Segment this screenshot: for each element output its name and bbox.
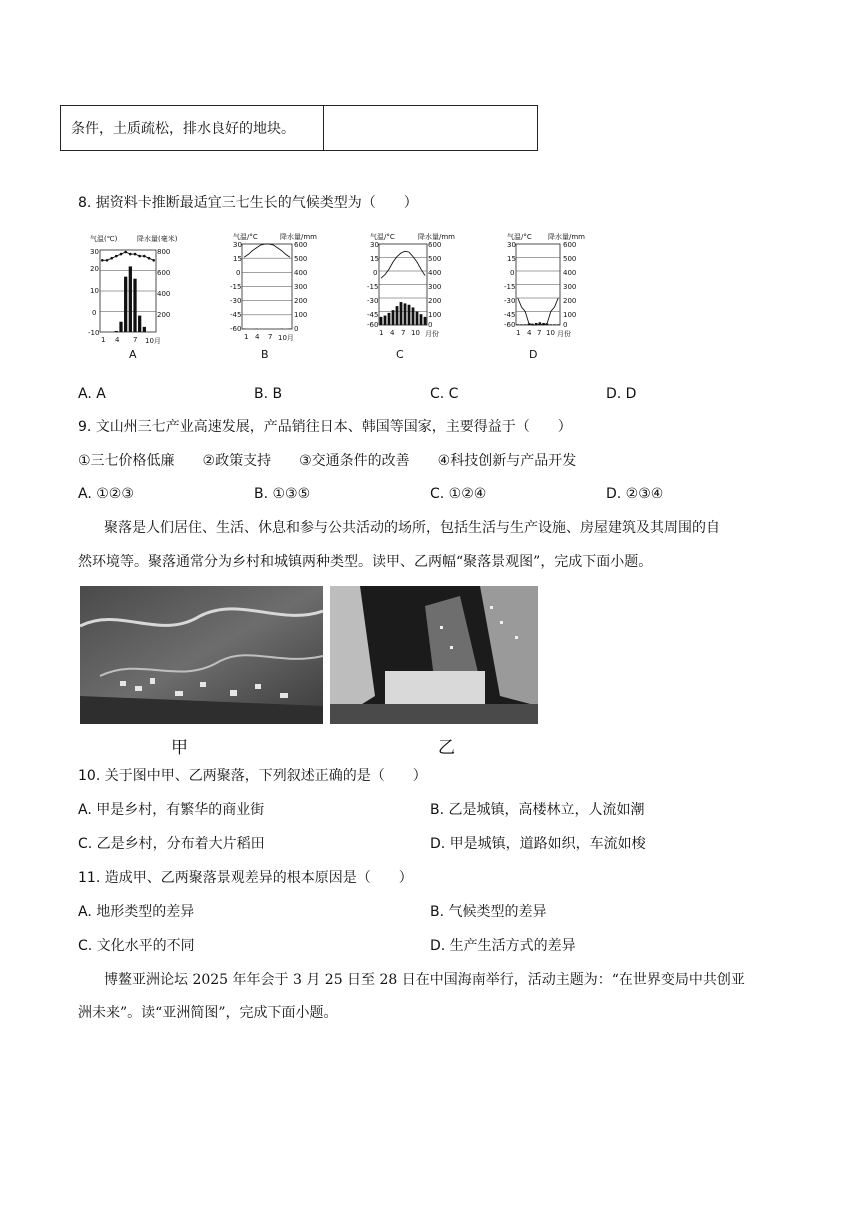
chart-b-ytick: 0 [236, 269, 241, 277]
chart-d-ytick: 0 [510, 269, 515, 277]
chart-d-y2tick: 500 [563, 255, 577, 263]
chart-c-y2tick: 0 [428, 321, 433, 329]
chart-a-y2tick: 600 [157, 269, 171, 277]
chart-d-y2tick: 100 [563, 311, 577, 319]
chart-b-y2tick: 100 [294, 311, 308, 319]
chart-d-y2tick: 300 [563, 283, 577, 291]
chart-d-xtick: 10 [546, 329, 555, 337]
chart-c-y2tick: 400 [428, 269, 442, 277]
photo-caption-jia: 甲 [171, 738, 188, 758]
chart-a-y2tick: 200 [157, 311, 171, 319]
climate-chart-d [502, 232, 602, 362]
q10-option-d[interactable]: D. 甲是城镇，道路如织，车流如梭 [430, 836, 646, 852]
q11-option-b[interactable]: B. 气候类型的差异 [430, 904, 547, 920]
precip-bar [408, 305, 411, 325]
q10-option-c[interactable]: C. 乙是乡村，分布着大片稻田 [78, 836, 265, 852]
chart-b-ytick: 30 [233, 241, 242, 249]
temperature-point [143, 255, 146, 258]
q8-option-a[interactable]: A. A [78, 386, 106, 402]
temperature-point [134, 253, 137, 256]
passage-boao-line2: 洲未来”。读“亚洲简图”，完成下面小题。 [78, 1005, 338, 1021]
question-9-stem: 9. 文山州三七产业高速发展，产品销往日本、韩国等国家，主要得益于（ ） [78, 419, 572, 435]
temperature-point [120, 253, 123, 256]
chart-b-ytick: -45 [230, 311, 242, 319]
chart-b-left-title: 气温/°C [233, 233, 258, 241]
chart-c-xtick: 10 [411, 329, 420, 337]
passage-settlement-line1: 聚落是人们居住、生活、休息和参与公共活动的场所，包括生活与生产设施、房屋建筑及其周围的自 [104, 520, 720, 536]
passage-boao-line1: 博鳌亚洲论坛 2025 年年会于 3 月 25 日至 28 日在中国海南举行，活动主题为：“在世界变局中共创亚 [104, 972, 745, 988]
chart-c-y2tick: 500 [428, 255, 442, 263]
chart-a-ytick: 10 [90, 287, 99, 295]
passage-settlement-line2: 然环境等。聚落通常分为乡村和城镇两种类型。读甲、乙两幅“聚落景观图”，完成下面小题。 [78, 554, 653, 570]
precip-bar [388, 313, 391, 325]
precip-bar [380, 317, 383, 325]
temperature-line [102, 252, 153, 260]
precip-bar [420, 314, 423, 325]
climate-chart-b [228, 232, 328, 362]
precip-bar [553, 324, 556, 325]
chart-a-xtick: 1 [101, 336, 106, 344]
chart-c-xtick: 1 [379, 329, 384, 337]
question-9-choices: ①三七价格低廉 ②政策支持 ③交通条件的改善 ④科技创新与产品开发 [78, 453, 577, 469]
chart-c-y2tick: 100 [428, 311, 442, 319]
chart-d-ytick: 30 [507, 241, 516, 249]
chart-a-xtick: 10月 [145, 337, 161, 345]
chart-c-ytick: 30 [370, 241, 379, 249]
table-row [60, 105, 538, 151]
temperature-point [138, 255, 141, 258]
precip-bar [115, 331, 118, 332]
chart-a-xtick: 7 [133, 336, 138, 344]
chart-d-plot [502, 232, 602, 352]
chart-b-y2tick: 300 [294, 283, 308, 291]
chart-d-ytick: 15 [507, 255, 516, 263]
precip-bar [400, 302, 403, 325]
precip-bar [517, 324, 520, 325]
table-cell-left [61, 106, 324, 150]
chart-b-y2tick: 500 [294, 255, 308, 263]
chart-d-y2tick: 400 [563, 269, 577, 277]
chart-a-left-title: 气温(℃) [90, 235, 118, 243]
chart-a-xtick: 4 [115, 336, 120, 344]
chart-d-xtick: 4 [527, 329, 532, 337]
precip-bar [520, 324, 523, 325]
chart-c-xtick: 月份 [425, 330, 439, 338]
precip-bar [550, 324, 553, 325]
climate-chart-c [365, 232, 465, 362]
chart-c-y2tick: 600 [428, 241, 442, 249]
chart-c-ytick: -45 [367, 311, 379, 319]
chart-c-left-title: 气温/°C [370, 233, 395, 241]
chart-c-ytick: 15 [370, 255, 379, 263]
chart-c-ytick: 0 [373, 269, 378, 277]
temperature-point [152, 259, 155, 262]
precip-bar [412, 307, 415, 325]
precip-bar [138, 316, 141, 332]
chart-b-right-title: 降水量/mm [280, 233, 317, 241]
chart-d-label: D [529, 348, 538, 361]
chart-c-label: C [396, 348, 404, 361]
q9-option-c[interactable]: C. ①②④ [430, 486, 487, 502]
urban-settlement-photo [330, 586, 538, 724]
q9-option-b[interactable]: B. ①③⑤ [254, 486, 311, 502]
chart-b-xtick: 1 [244, 333, 249, 341]
chart-c-ytick: -60 [367, 321, 379, 329]
chart-d-ytick: -60 [504, 321, 516, 329]
rural-settlement-photo [80, 586, 323, 724]
chart-b-y2tick: 200 [294, 297, 308, 305]
precip-bar [143, 327, 146, 332]
chart-b-xtick: 4 [255, 333, 260, 341]
temperature-point [106, 259, 109, 262]
temperature-point [115, 255, 118, 258]
photo-caption-yi: 乙 [438, 738, 455, 758]
question-11-stem: 11. 造成甲、乙两聚落景观差异的根本原因是（ ） [78, 870, 413, 886]
chart-c-y2tick: 300 [428, 283, 442, 291]
chart-b-ytick: 15 [233, 255, 242, 263]
table-cell-text: 条件，土质疏松，排水良好的地块。 [71, 121, 295, 137]
precip-bar [119, 322, 122, 332]
chart-c-xtick: 4 [390, 329, 395, 337]
temperature-point [101, 259, 104, 262]
precip-bar [396, 306, 399, 325]
chart-b-xtick: 7 [268, 333, 273, 341]
chart-d-ytick: -30 [504, 297, 516, 305]
chart-b-xtick: 10月 [278, 334, 294, 342]
temperature-point [148, 257, 151, 260]
chart-d-right-title: 降水量/mm [548, 233, 585, 241]
precip-bar [129, 266, 132, 332]
q10-option-b[interactable]: B. 乙是城镇，高楼林立，人流如潮 [430, 802, 645, 818]
chart-c-ytick: -30 [367, 297, 379, 305]
temperature-line [244, 244, 290, 257]
precip-bar [124, 277, 127, 332]
chart-c-ytick: -15 [367, 283, 379, 291]
chart-b-y2tick: 0 [294, 325, 299, 333]
chart-b-plot [228, 232, 328, 352]
chart-d-left-title: 气温/°C [507, 233, 532, 241]
temperature-line [381, 251, 425, 278]
q11-option-c[interactable]: C. 文化水平的不同 [78, 938, 195, 954]
chart-b-ytick: -30 [230, 297, 242, 305]
q8-option-d[interactable]: D. D [606, 386, 637, 402]
chart-a-right-title: 降水量(毫米) [137, 235, 178, 243]
chart-b-label: B [261, 348, 269, 361]
chart-c-y2tick: 200 [428, 297, 442, 305]
precip-bar [392, 310, 395, 325]
chart-d-xtick: 7 [537, 329, 542, 337]
precip-bar [133, 279, 136, 332]
precip-bar [424, 317, 427, 325]
temperature-point [129, 253, 132, 256]
precip-bar [384, 316, 387, 325]
chart-d-ytick: -45 [504, 311, 516, 319]
chart-c-right-title: 降水量/mm [418, 233, 455, 241]
q9-option-a[interactable]: A. ①②③ [78, 486, 134, 502]
chart-b-ytick: -15 [230, 283, 242, 291]
chart-c-plot [365, 232, 465, 352]
precip-bar [557, 324, 560, 325]
chart-d-y2tick: 0 [563, 321, 568, 329]
chart-a-y2tick: 800 [157, 248, 171, 256]
chart-a-ytick: 20 [90, 265, 99, 273]
temperature-point [110, 257, 113, 260]
q8-option-b[interactable]: B. B [254, 386, 283, 402]
precip-bar [404, 303, 407, 325]
chart-b-ytick: -60 [230, 325, 242, 333]
q10-option-a[interactable]: A. 甲是乡村，有繁华的商业街 [78, 802, 265, 818]
question-8-stem: 8. 据资料卡推断最适宜三七生长的气候类型为（ ） [78, 195, 418, 211]
chart-a-plot [82, 232, 182, 352]
chart-d-xtick: 1 [516, 329, 521, 337]
chart-d-y2tick: 200 [563, 297, 577, 305]
chart-b-y2tick: 400 [294, 269, 308, 277]
q11-option-d[interactable]: D. 生产生活方式的差异 [430, 938, 576, 954]
precip-bar [416, 312, 419, 326]
climate-chart-a [82, 232, 182, 362]
temperature-point [124, 251, 127, 254]
precip-bar [524, 324, 527, 325]
q8-option-c[interactable]: C. C [430, 386, 459, 402]
chart-d-y2tick: 600 [563, 241, 577, 249]
question-10-stem: 10. 关于图中甲、乙两聚落，下列叙述正确的是（ ） [78, 768, 427, 784]
chart-b-y2tick: 600 [294, 241, 308, 249]
chart-a-label: A [129, 348, 137, 361]
chart-d-xtick: 月份 [557, 330, 571, 338]
chart-a-y2tick: 400 [157, 290, 171, 298]
chart-a-ytick: 0 [92, 309, 97, 317]
q9-option-d[interactable]: D. ②③④ [606, 486, 664, 502]
chart-a-ytick: -10 [88, 329, 100, 337]
chart-c-xtick: 7 [401, 329, 406, 337]
chart-a-ytick: 30 [90, 248, 99, 256]
q11-option-a[interactable]: A. 地形类型的差异 [78, 904, 195, 920]
chart-d-ytick: -15 [504, 283, 516, 291]
